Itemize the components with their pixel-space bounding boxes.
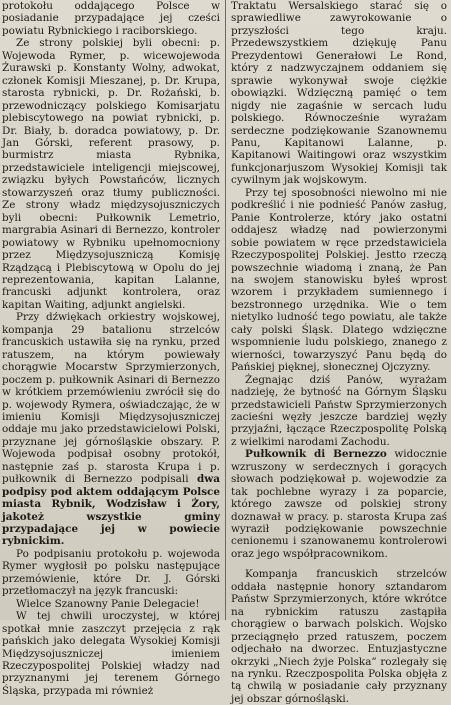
paragraph: Traktatu Wersalskiego starać się o sprawiedliwe zawyrokowanie o przyszłości tego kraju. Przedewszystkiem dziękuję Panu Prezydentowi Generałowi Le Rond, który z nadzwyczajnem oddaniem się sprawie wykonywał swoje ciężkie obowiązki. Wdzięczną pamięć o tem nigdy nie zagaśnie w sercach ludu polskiego. Równocześnie wyrażam serdeczne podziękowanie Szanownemu Panu, Kapitanowi Lalanne, p. Kapitanowi Waitingowi oraz wszystkim funkcjonarjuszom Wysokiej Komisji tak cywilnym jak wojskowym. (231, 0, 447, 187)
paragraph (231, 448, 447, 560)
paragraph-bold-text: dwa podpisy pod aktem oddającym Polsce miasta Rybnik, Wodzisław i Żory, jakoteż wszystkie gminy przypadające jej w powiecie rybnickim. (2, 473, 220, 548)
paragraph-bold-text: Pułkownik di Bernezzo (245, 448, 387, 461)
paragraph (2, 311, 220, 548)
right-column (231, 0, 447, 705)
paragraph: W tej chwili uroczystej, w której spotkał mnie zaszczyt przejęcia z rąk pańskich jako delegata Wysokiej Komisji Międzysojuszniczej imieniem Rzeczypospolitej Polskiej władzy nad przyznanymi jej terenem Górnego Śląska, przypada mi również (2, 610, 220, 697)
salutation: Wielce Szanowny Panie Delegacie! (16, 597, 200, 610)
paragraph-text: Przy dźwiękach orkiestry wojskowej, kompanja 29 batalionu strzelców francuskich ustawiła się na rynku, przed ratuszem, na którym powiewały chorągwie Mocarstw Sprzymierzonych, poczem p. pułkownik Asinari di Bernezzo w krótkiem przemówieniu zwrócił się do p. wojewody Rymera, oświadczając, że w imieniu Komisji Międzysojuszniczej oddaje mu jako przedstawicielowi Polski, przyznane jej górnośląskie obszary. P. Wojewoda podpisał osobny protokół, następnie zaś p. starosta Krupa i p. pułkownik di Bernezzo podpisali (2, 311, 220, 486)
left-column (2, 0, 220, 697)
paragraph: Ze strony polskiej byli obecni: p. Wojewoda Rymer, p. wicewojewoda Żurawski p. Konstanty Wolny, adwokat, członek Komisji Mieszanej, p. Dr. Krupa, starosta rybnicki, p. Dr. Rożański, b. przewodniczący polskiego Komisarjatu plebiscytowego na powiat rybnicki, p. Dr. Biały, b. doradca powiatowy, p. Dr. Jan Górski, referent prasowy, p. burmistrz miasta Rybnika, przedstawiciele inteligencji miejscowej, związku byłych Powstańców, licznych stowarzyszeń oraz tłumy publiczności. Ze strony władz międzysojuszniczych byli obecni: Pułkownik Lemetrio, margrabia Asinari di Bernezzo, kontroler powiatowy w Rybniku upełnomocniony przez Międzysojuszniczą Komisję Rządzącą i Plebiscytową w Opolu do jej reprezentowania, kapitan Lalanne, francuski adjunkt kontrolera, oraz kapitan Waiting, adjunkt angielski. (2, 37, 220, 311)
paragraph: Przy tej sposobności niewolno mi nie podkreślić i nie podnieść Panów zasług, Panie Kontrolerze, który jako ostatni oddajesz władzę nad powierzonymi sobie powiatem w ręce przedstawiciela Rzeczypospolitej Polskiej. Jestto rzeczą powszechnie wiadomą i znaną, że Pan na swojem stanowisku byłeś wprost wzorem i przykładem sumiennego i bezstronnego urzędnika. Wie o tem nietylko ludność tego powiatu, ale także cały polski Śląsk. Dlatego wdzięczne wspomnienie ludu polskiego, znanego z wierności, towarzyszyć Panu będą do Pańskiej pięknej, słonecznej Ojczyzny. (231, 186, 447, 374)
paragraph: protokołu oddającego Polsce w posiadanie przypadające jej cześci powiatu Rybnickiego i raciborskiego. (2, 0, 220, 37)
paragraph: Kompanja francuskich strzelców oddała następnie honory sztandarom Państw Sprzymierzonych, które wkrótce na rybnickim ratuszu zastąpiła chorągiew o barwach polskich. Wojsko przeciągnęło przed ratuszem, poczem odjechało na dworzec. Entuzjastyczne okrzyki „Niech żyje Polska” rozlegały się na rynku. Rzeczpospolita Polska objęła z tą chwilą w posiadanie cały przyznany jej obszar górnośląski. (231, 568, 447, 705)
paragraph-text: widocznie wzruszony w serdecznych i gorących słowach podziękował p. wojewodzie za tak pochlebne wyrazy i za poparcie, którego zawsze od polskiej strony doznawał w pracy. p. starosta Krupa zaś wyraził podziękowanie powszechnie cenionemu i szanowanemu kontrolerowi oraz jego współpracownikom. (231, 448, 447, 560)
paragraph: Żegnając dziś Panów, wyrażam nadzieję, że bytność na Górnym Śląsku przedstawicieli Państw Sprzymierzonych zacieśni węzły jeszcze bardziej węzły przyjaźni, łączące Rzeczpospolitę Polską z wielkimi narodami Zachodu. (231, 373, 447, 448)
paragraph: Po podpisaniu protokołu p. wojewoda Rymer wygłosił po polsku następujące przemówienie, które Dr. J. Górski przetłomaczył na język francuski: (2, 547, 220, 598)
column-divider (225, 0, 226, 620)
